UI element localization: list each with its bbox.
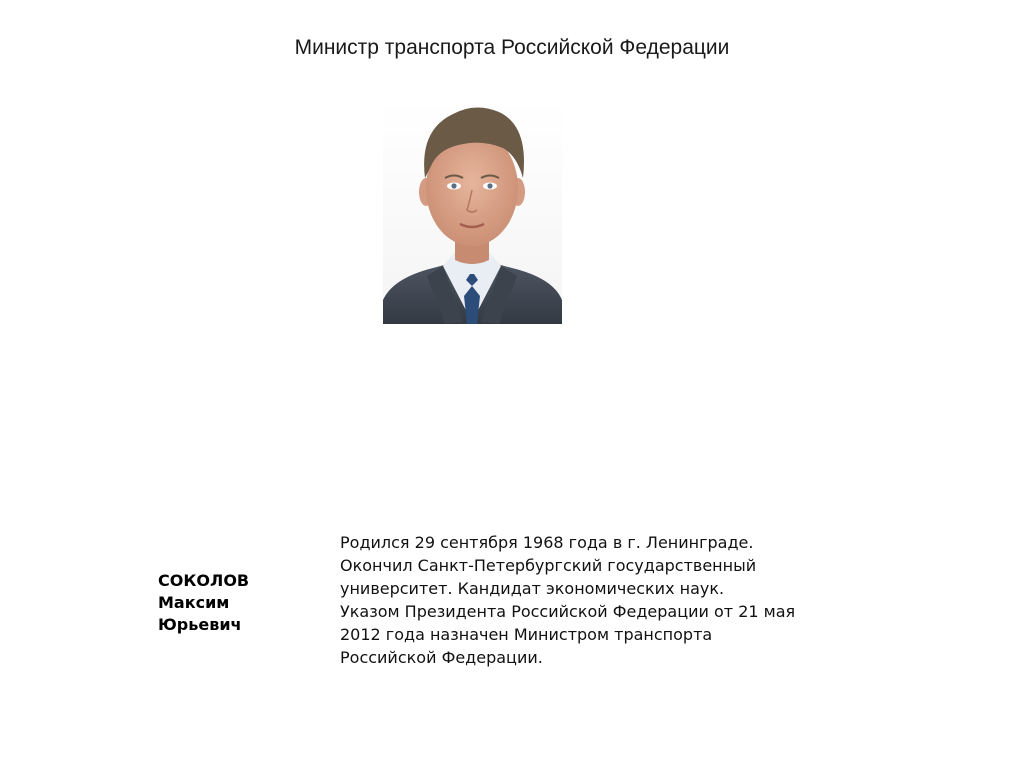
bio-line: Российской Федерации.: [340, 648, 543, 667]
person-photo-icon: [383, 100, 562, 324]
bio-line: университет. Кандидат экономических наук.: [340, 579, 725, 598]
person-first-name: Максим: [158, 593, 230, 612]
portrait-photo: [383, 100, 562, 324]
biography-text: [340, 531, 860, 669]
slide-title: Министр транспорта Российской Федерации: [294, 36, 730, 59]
person-surname: СОКОЛОВ: [158, 571, 250, 590]
person-name: [158, 570, 249, 636]
bio-line: 2012 года назначен Министром транспорта: [340, 625, 713, 644]
bio-line: Указом Президента Российской Федерации от 21 мая: [340, 602, 796, 621]
bio-line: Родился 29 сентября 1968 года в г. Ленинграде.: [340, 533, 754, 552]
bio-line: Окончил Санкт-Петербургский государственный: [340, 556, 757, 575]
person-patronymic: Юрьевич: [158, 615, 242, 634]
